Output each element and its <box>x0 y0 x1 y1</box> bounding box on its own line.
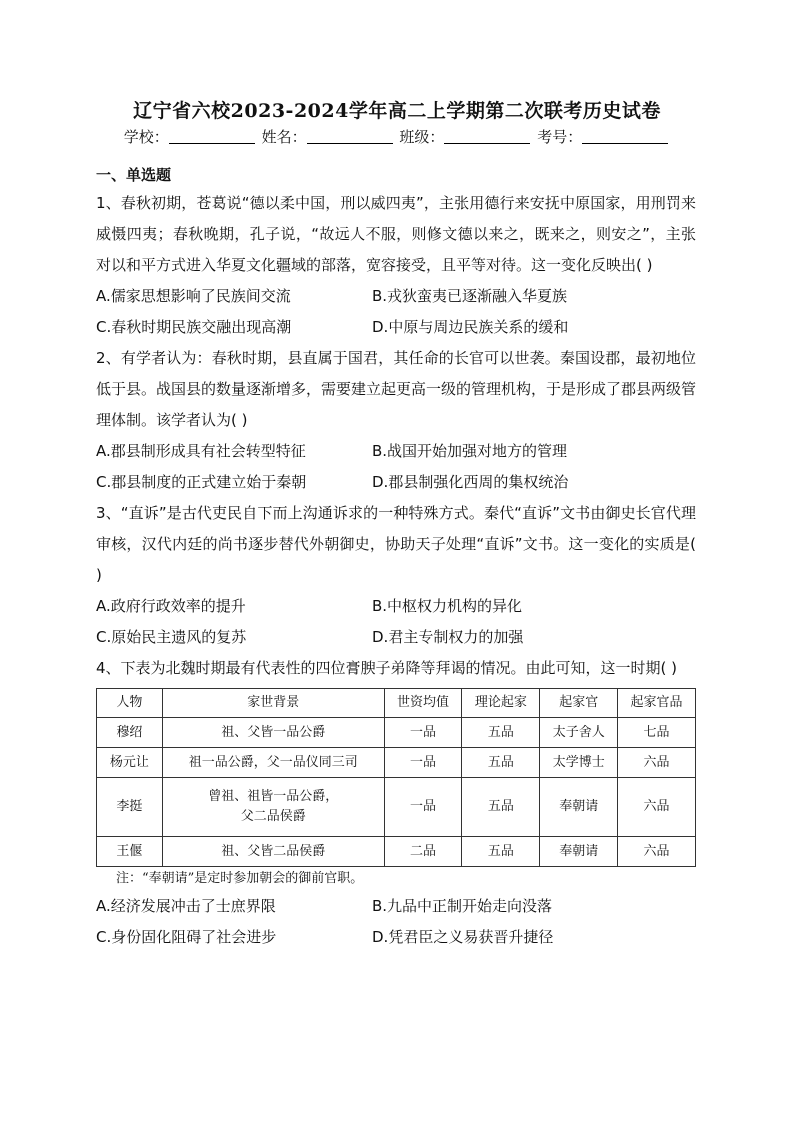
option-b[interactable]: B.九品中正制开始走向没落 <box>372 897 553 915</box>
option-d[interactable]: D.凭君臣之义易获晋升捷径 <box>372 928 554 946</box>
question-4-options <box>96 891 696 953</box>
table-cell: 二品 <box>384 837 462 867</box>
class-label: 班级： <box>399 128 445 146</box>
section-title: 一、单选题 <box>96 166 172 184</box>
option-d[interactable]: D.君主专制权力的加强 <box>372 628 524 646</box>
table-cell: 祖一品公爵，父一品仪同三司 <box>162 748 384 778</box>
option-a[interactable]: A.政府行政效率的提升 <box>96 597 246 615</box>
table-cell: 一品 <box>384 748 462 778</box>
option-c[interactable]: C.春秋时期民族交融出现高潮 <box>96 318 292 336</box>
table-cell: 穆绍 <box>97 718 163 748</box>
option-b[interactable]: B.战国开始加强对地方的管理 <box>372 442 568 460</box>
table-row <box>97 748 696 778</box>
table-cell: 五品 <box>462 718 540 748</box>
table-note: 注：“奉朝请”是定时参加朝会的御前官职。 <box>116 871 364 886</box>
table-row <box>97 837 696 867</box>
question-content <box>96 162 696 953</box>
student-info-line <box>0 126 794 147</box>
table-header-cell: 家世背景 <box>162 689 384 718</box>
table-cell: 六品 <box>618 837 696 867</box>
table-row <box>97 718 696 748</box>
table-cell: 王偃 <box>97 837 163 867</box>
table-cell: 五品 <box>462 748 540 778</box>
table-cell: 曾祖、祖皆一品公爵，父二品侯爵 <box>162 778 384 837</box>
table-cell: 太子舍人 <box>540 718 618 748</box>
option-a[interactable]: A.郡县制形成具有社会转型特征 <box>96 442 306 460</box>
page-title: 辽宁省六校2023-2024学年高二上学期第二次联考历史试卷 <box>133 100 661 122</box>
table-cell: 五品 <box>462 837 540 867</box>
table-cell: 李挺 <box>97 778 163 837</box>
table-cell: 奉朝请 <box>540 778 618 837</box>
name-blank[interactable] <box>307 129 393 144</box>
table-header-cell: 世资均值 <box>384 689 462 718</box>
table-cell: 祖、父皆一品公爵 <box>162 718 384 748</box>
option-a[interactable]: A.经济发展冲击了士庶界限 <box>96 897 276 915</box>
option-d[interactable]: D.中原与周边民族关系的缓和 <box>372 318 569 336</box>
question-1-text: 1、春秋初期，苍葛说“德以柔中国，刑以威四夷”，主张用德行来安抚中原国家，用刑罚来威慑四夷；春秋晚期，孔子说，“故远人不服，则修文德以来之，既来之，则安之”，主张对以和平方式进入华夏文化疆域的部落，宽容接受，且平等对待。这一变化反映出( ) <box>96 194 696 274</box>
option-d[interactable]: D.郡县制强化西周的集权统治 <box>372 473 569 491</box>
table-cell: 六品 <box>618 748 696 778</box>
question-1-options <box>96 281 696 343</box>
option-b[interactable]: B.中枢权力机构的异化 <box>372 597 523 615</box>
question-2-text: 2、有学者认为：春秋时期，县直属于国君，其任命的长官可以世袭。秦国设郡，最初地位低于县。战国县的数量逐渐增多，需要建立起更高一级的管理机构，于是形成了郡县两级管理体制。该学者认为( ) <box>96 349 697 429</box>
option-a[interactable]: A.儒家思想影响了民族间交流 <box>96 287 291 305</box>
table-cell: 一品 <box>384 718 462 748</box>
exam-no-label: 考号： <box>537 128 583 146</box>
table-cell: 六品 <box>618 778 696 837</box>
name-label: 姓名： <box>261 128 307 146</box>
question-2-options <box>96 436 696 498</box>
table-header-cell: 理论起家 <box>462 689 540 718</box>
table-cell: 一品 <box>384 778 462 837</box>
option-b[interactable]: B.戎狄蛮夷已逐渐融入华夏族 <box>372 287 568 305</box>
data-table <box>96 688 696 867</box>
table-header-cell: 起家官品 <box>618 689 696 718</box>
table-header-cell: 起家官 <box>540 689 618 718</box>
option-c[interactable]: C.郡县制度的正式建立始于秦朝 <box>96 473 307 491</box>
table-row <box>97 778 696 837</box>
table-header-row <box>97 689 696 718</box>
table-cell: 太学博士 <box>540 748 618 778</box>
question-4-text: 4、下表为北魏时期最有代表性的四位膏腴子弟降等拜谒的情况。由此可知，这一时期( ) <box>96 659 678 677</box>
question-3-text: 3、“直诉”是古代吏民自下而上沟通诉求的一种特殊方式。秦代“直诉”文书由御史长官代理审核，汉代内廷的尚书逐步替代外朝御史，协助天子处理“直诉”文书。这一变化的实质是( ) <box>96 504 696 584</box>
table-header-cell: 人物 <box>97 689 163 718</box>
school-blank[interactable] <box>169 129 255 144</box>
question-3-options <box>96 591 696 653</box>
table-cell: 七品 <box>618 718 696 748</box>
table-cell: 杨元让 <box>97 748 163 778</box>
option-c[interactable]: C.原始民主遗风的复苏 <box>96 628 247 646</box>
class-blank[interactable] <box>444 129 530 144</box>
table-cell: 祖、父皆二品侯爵 <box>162 837 384 867</box>
school-label: 学校： <box>123 128 169 146</box>
table-cell: 奉朝请 <box>540 837 618 867</box>
table-cell: 五品 <box>462 778 540 837</box>
option-c[interactable]: C.身份固化阻碍了社会进步 <box>96 928 277 946</box>
exam-no-blank[interactable] <box>582 129 668 144</box>
